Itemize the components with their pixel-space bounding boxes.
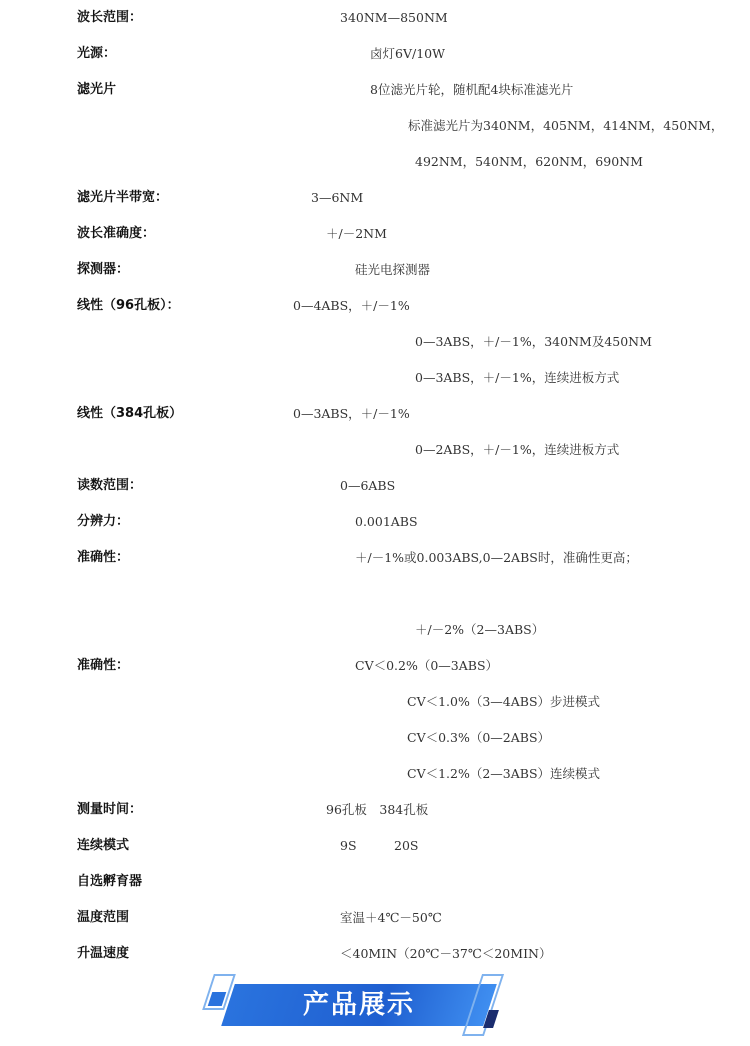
spec-label-resolution: 分辨力：	[77, 514, 130, 529]
spec-value-temperature-range: 室温＋4℃－50℃	[340, 910, 442, 925]
spec-value-precision-b: CV＜1.0%（3—4ABS）步进模式	[407, 694, 601, 709]
spec-value-precision-d: CV＜1.2%（2—3ABS）连续模式	[407, 766, 601, 781]
spec-label-precision: 准确性：	[77, 658, 130, 673]
spec-value-linearity-96-b: 0—3ABS，＋/－1%，连续进板方式	[415, 370, 620, 385]
spec-label-light-source: 光源：	[77, 46, 117, 61]
spec-label-continuous-mode: 连续模式	[77, 838, 130, 853]
spec-value-wavelength-range: 340NM—850NM	[340, 10, 448, 25]
spec-value-resolution: 0.001ABS	[355, 514, 418, 529]
spec-value-reading-range: 0—6ABS	[340, 478, 396, 493]
spec-value-precision-a: CV＜0.2%（0—3ABS）	[355, 658, 499, 673]
spec-value-accuracy-b: ＋/－2%（2—3ABS）	[415, 622, 545, 637]
spec-value-measure-time: 96孔板 384孔板	[326, 802, 429, 817]
spec-value-heating-speed: ＜40MIN（20℃－37℃＜20MIN）	[340, 946, 552, 961]
spec-label-linearity-384: 线性（384孔板）	[77, 406, 183, 421]
banner-title: 产品展示	[302, 990, 415, 1020]
spec-label-wavelength-range: 波长范围：	[77, 10, 143, 25]
spec-value-precision-c: CV＜0.3%（0—2ABS）	[407, 730, 551, 745]
spec-value-linearity-384: 0—3ABS，＋/－1%	[293, 406, 410, 421]
spec-value-accuracy: ＋/－1%或0.003ABS,0—2ABS时，准确性更高；	[355, 550, 638, 565]
spec-label-detector: 探测器：	[77, 262, 130, 277]
spec-label-heating-speed: 升温速度	[77, 946, 130, 961]
spec-label-accuracy: 准确性：	[77, 550, 130, 565]
spec-value-filter: 8位滤光片轮，随机配4块标准滤光片	[370, 82, 574, 97]
spec-value-standard-filters-cont: 492NM，540NM，620NM，690NM	[415, 154, 643, 169]
spec-label-reading-range: 读数范围：	[77, 478, 143, 493]
spec-label-filter: 滤光片	[77, 82, 117, 97]
spec-value-continuous-mode: 9S 20S	[340, 838, 419, 853]
spec-label-optional-incubator: 自选孵育器	[77, 874, 143, 889]
spec-value-detector: 硅光电探测器	[355, 262, 431, 277]
spec-label-wavelength-accuracy: 波长准确度：	[77, 226, 156, 241]
spec-value-light-source: 卤灯6V/10W	[370, 46, 445, 61]
spec-label-measure-time: 测量时间：	[77, 802, 143, 817]
spec-value-linearity-384-a: 0—2ABS，＋/－1%，连续进板方式	[415, 442, 620, 457]
spec-value-wavelength-accuracy: ＋/－2NM	[326, 226, 387, 241]
spec-label-linearity-96: 线性（96孔板）：	[77, 298, 180, 313]
product-display-banner	[200, 970, 520, 1040]
spec-value-linearity-96: 0—4ABS，＋/－1%	[293, 298, 410, 313]
spec-label-temperature-range: 温度范围	[77, 910, 130, 925]
spec-value-linearity-96-a: 0—3ABS，＋/－1%，340NM及450NM	[415, 334, 652, 349]
spec-value-filter-bandwidth: 3—6NM	[311, 190, 364, 205]
spec-value-standard-filters: 标准滤光片为340NM，405NM，414NM，450NM，	[408, 118, 724, 133]
spec-label-filter-bandwidth: 滤光片半带宽：	[77, 190, 169, 205]
